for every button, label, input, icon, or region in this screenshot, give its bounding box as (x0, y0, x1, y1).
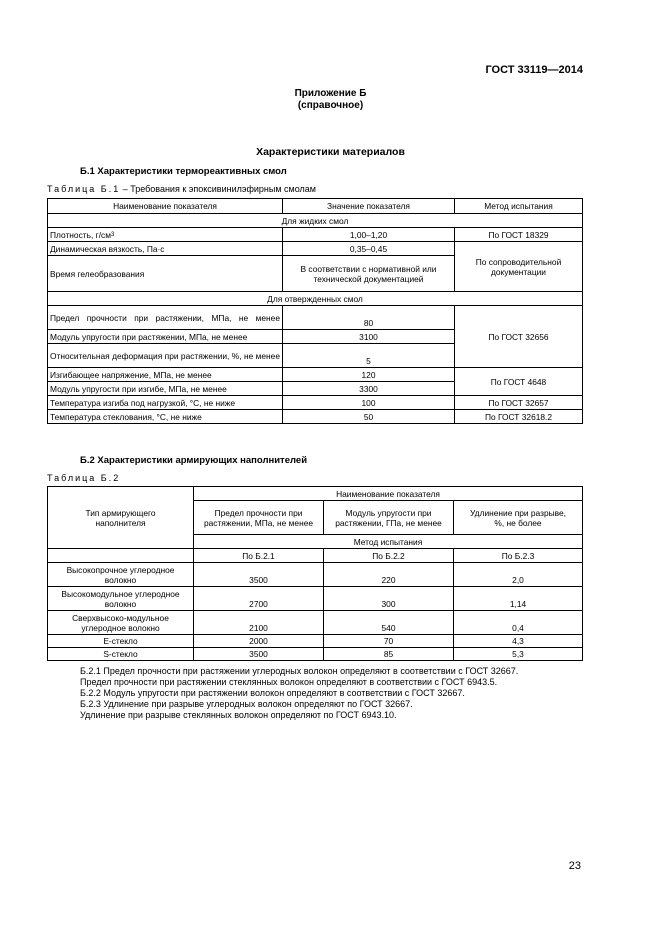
note-b21-glass: Предел прочности при растяжении стеклянных волокон определяют в соответствии с ГОСТ 6943.5. (80, 677, 498, 687)
col-header-modulus: Модуль упругости при растяжении, ГПа, не менее (324, 501, 454, 535)
flex-modulus-label: Модуль упругости при изгибе, МПа, не менее (48, 382, 283, 396)
fiber-elongation: 1,14 (454, 587, 583, 611)
viscosity-label: Динамическая вязкость, Па·с (48, 242, 283, 256)
fiber-strength: 3500 (194, 563, 324, 587)
table-b1-caption (47, 184, 316, 194)
fiber-modulus: 220 (324, 563, 454, 587)
table-row (48, 368, 583, 382)
fiber-modulus: 300 (324, 587, 454, 611)
page-title: Характеристики материалов (256, 146, 405, 158)
table-b2-caption: Таблица Б.2 (47, 473, 121, 483)
hdt-label: Температура изгиба под нагрузкой, °С, не ниже (48, 396, 283, 410)
density-method: По ГОСТ 18329 (455, 228, 583, 242)
fiber-modulus: 85 (324, 648, 454, 661)
gel-label: Время гелеобразования (48, 256, 283, 292)
fiber-type: S-стекло (48, 648, 194, 661)
section-b2-title: Б.2 Характеристики армирующих наполнителей (80, 455, 308, 466)
note-b21: Б.2.1 Предел прочности при растяжении углеродных волокон определяют в соответствии с ГОСТ 32667. (80, 666, 519, 676)
fiber-modulus: 70 (324, 635, 454, 648)
col-header-strength: Предел прочности при растяжении, МПа, не менее (194, 501, 324, 535)
table-row (48, 635, 583, 648)
method-b23: По Б.2.3 (454, 549, 583, 563)
table-row (48, 214, 583, 228)
tensile-strength-value: 80 (283, 306, 455, 330)
density-label: Плотность, $г/см^3$ (48, 228, 283, 242)
table-row (48, 487, 583, 501)
tensile-modulus-value: 3100 (283, 330, 455, 344)
flex-stress-value: 120 (283, 368, 455, 382)
col-header-elongation: Удлинение при разрыве, %, не более (454, 501, 583, 535)
fiber-type: Высокомодульное углеродное волокно (48, 587, 194, 611)
group-cured: Для отвержденных смол (48, 292, 583, 306)
method-b21: По Б.2.1 (194, 549, 324, 563)
tensile-modulus-label: Модуль упругости при растяжении, МПа, не менее (48, 330, 283, 344)
method-header: Метод испытания (194, 535, 583, 549)
flex-stress-label: Изгибающее напряжение, МПа, не менее (48, 368, 283, 382)
appendix-subtitle: (справочное) (297, 100, 364, 111)
hdt-value: 100 (283, 396, 455, 410)
fiber-elongation: 5,3 (454, 648, 583, 661)
indicator-header: Наименование показателя (194, 487, 583, 501)
table-b1-caption-text: – Требования к эпоксивинилэфирным смолам (120, 184, 316, 194)
standard-number: ГОСТ 33119—2014 (485, 64, 583, 76)
page-number: 23 (568, 860, 581, 872)
table-b1 (47, 198, 583, 424)
elongation-label: Относительная деформация при растяжении, %, не менее (48, 344, 283, 368)
table-row (48, 611, 583, 635)
table-row (48, 648, 583, 661)
group-liquid: Для жидких смол (48, 214, 583, 228)
table-row (48, 228, 583, 242)
tg-label: Температура стеклования, °С, не ниже (48, 410, 283, 424)
fiber-strength: 2700 (194, 587, 324, 611)
viscosity-value: 0,35–0,45 (283, 242, 455, 256)
tg-method: По ГОСТ 32618.2 (455, 410, 583, 424)
header-method: Метод испытания (455, 199, 583, 214)
fiber-modulus: 540 (324, 611, 454, 635)
fiber-strength: 3500 (194, 648, 324, 661)
header-value: Значение показателя (283, 199, 455, 214)
elongation-value: 5 (283, 344, 455, 368)
table-row (48, 199, 583, 214)
table-b2 (47, 486, 583, 661)
gel-method: По сопроводительной документации (455, 242, 583, 292)
section-b1-title: Б.1 Характеристики термореактивных смол (80, 166, 287, 177)
note-b22: Б.2.2 Модуль упругости при растяжении волокон определяют в соответствии с ГОСТ 32667. (80, 688, 465, 698)
appendix-title: Приложение Б (294, 88, 367, 99)
density-value: 1,00–1,20 (283, 228, 455, 242)
table-row (48, 292, 583, 306)
gel-value: В соответствии с нормативной или технической документацией (283, 256, 455, 292)
fiber-type: Высокопрочное углеродное волокно (48, 563, 194, 587)
fiber-elongation: 2,0 (454, 563, 583, 587)
notes (80, 666, 518, 721)
fiber-strength: 2000 (194, 635, 324, 648)
table-row (48, 563, 583, 587)
table-row (48, 242, 583, 256)
flex-modulus-value: 3300 (283, 382, 455, 396)
table-row (48, 549, 583, 563)
note-b23: Б.2.3 Удлинение при разрыве углеродных волокон определяют по ГОСТ 32667. (80, 699, 413, 709)
tensile-method: По ГОСТ 32656 (455, 306, 583, 368)
note-b23-glass: Удлинение при разрыве стеклянных волокон определяют по ГОСТ 6943.10. (80, 710, 397, 720)
method-b22: По Б.2.2 (324, 549, 454, 563)
tensile-strength-label: Предел прочности при растяжении, МПа, не менее (48, 306, 283, 330)
table-row (48, 306, 583, 330)
fiber-strength: 2100 (194, 611, 324, 635)
type-header: Тип армирующего наполнителя (48, 487, 194, 549)
table-b1-caption-label: Таблица Б.1 (47, 184, 121, 194)
hdt-method: По ГОСТ 32657 (455, 396, 583, 410)
tg-value: 50 (283, 410, 455, 424)
flex-method: По ГОСТ 4648 (455, 368, 583, 396)
table-row (48, 587, 583, 611)
empty-cell (48, 549, 194, 563)
header-indicator: Наименование показателя (48, 199, 283, 214)
fiber-type: Сверхвысоко-модульное углеродное волокно (48, 611, 194, 635)
table-row (48, 410, 583, 424)
fiber-elongation: 4,3 (454, 635, 583, 648)
table-row (48, 396, 583, 410)
fiber-elongation: 0,4 (454, 611, 583, 635)
fiber-type: Е-стекло (48, 635, 194, 648)
